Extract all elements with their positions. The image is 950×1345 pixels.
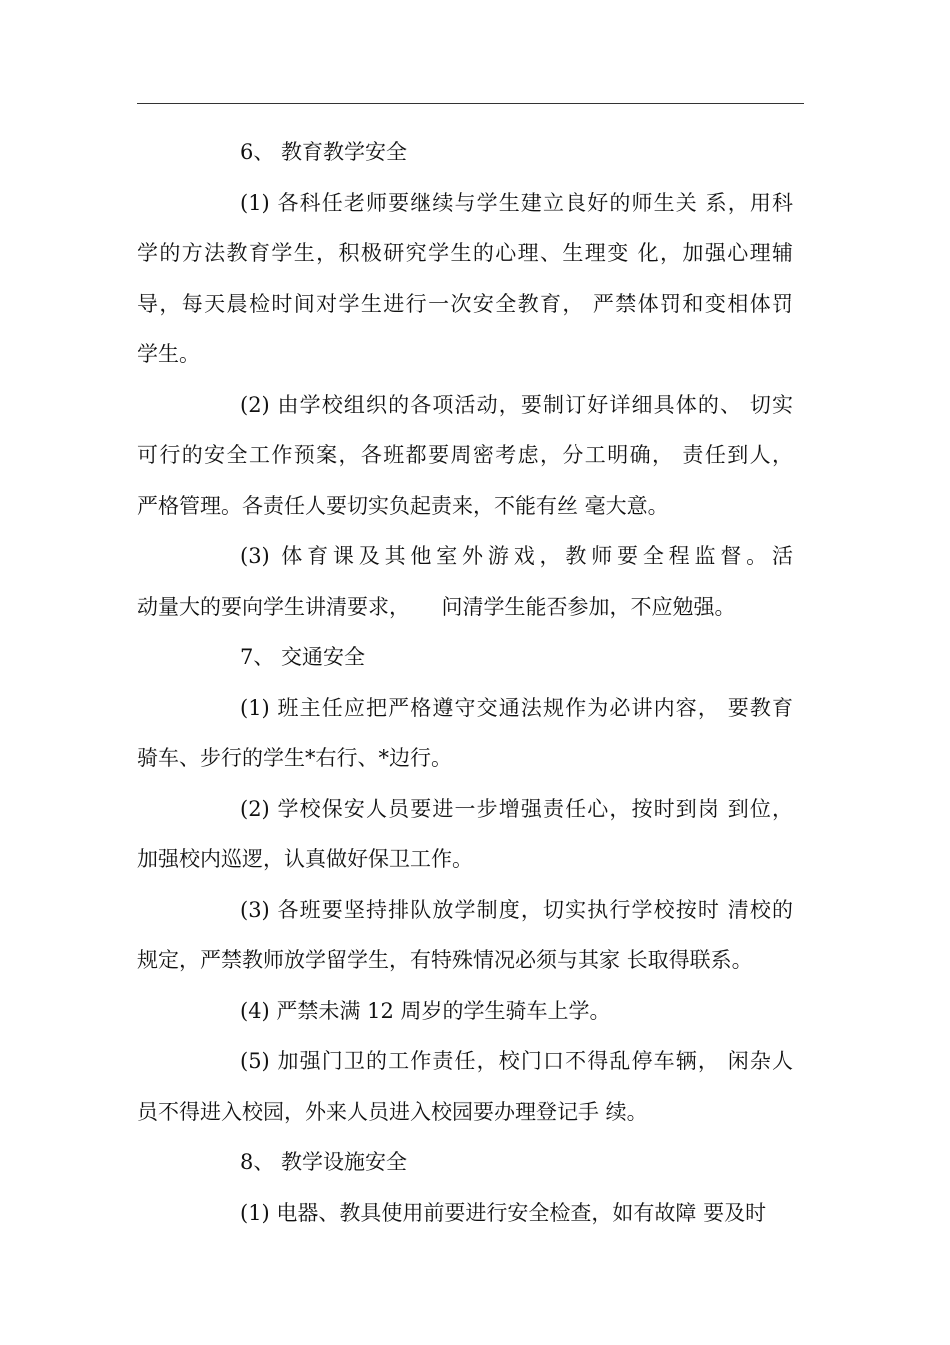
paragraph-first-line: (5) 加强门卫的工作责任，校门口不得乱停车辆， 闲杂人: [240, 1049, 793, 1073]
paragraph-line: 导，每天晨检时间对学生进行一次安全教育， 严禁体罚和变相体罚: [137, 291, 793, 316]
paragraph-first-line: (2) 由学校组织的各项活动，要制订好详细具体的、 切实: [240, 392, 793, 417]
paragraph-first-line: (2) 学校保安人员要进一步增强责任心，按时到岗 到位，: [240, 796, 793, 821]
paragraph-first-line: (3) 各班要坚持排队放学制度，切实执行学校按时 清校的: [240, 897, 793, 922]
paragraph-line: 学的方法教育学生，积极研究学生的心理、生理变 化，加强心理辅: [137, 241, 793, 265]
paragraph-first-line: (1) 各科任老师要继续与学生建立良好的师生关 系，用科: [240, 190, 793, 215]
paragraph-line: 学生。: [137, 342, 200, 366]
section-heading: 6、 教育教学安全: [240, 140, 408, 164]
paragraph-line: 可行的安全工作预案，各班都要周密考虑，分工明确， 责任到人，: [137, 443, 793, 467]
paragraph-line: 骑车、步行的学生*右行、*边行。: [137, 746, 452, 770]
paragraph-first-line: (1) 电器、教具使用前要进行安全检查，如有故障 要及时: [240, 1200, 767, 1225]
paragraph-line: 动量大的要向学生讲清要求， 问清学生能否参加，不应勉强。: [137, 594, 736, 619]
paragraph-line: 规定，严禁教师放学留学生，有特殊情况必须与其家 长取得联系。: [137, 948, 753, 972]
document-body: [137, 127, 793, 1238]
paragraph-first-line: (4) 严禁未满 12 周岁的学生骑车上学。: [240, 998, 611, 1023]
section-heading: 7、 交通安全: [240, 645, 366, 669]
paragraph-first-line: (1) 班主任应把严格遵守交通法规作为必讲内容， 要教育: [240, 695, 793, 720]
section-heading: 8、 教学设施安全: [240, 1150, 408, 1174]
header-rule: [137, 103, 804, 104]
paragraph-line: 员不得进入校园，外来人员进入校园要办理登记手 续。: [137, 1099, 648, 1124]
paragraph-line: 严格管理。各责任人要切实负起责来，不能有丝 毫大意。: [137, 493, 669, 518]
paragraph-line: 加强校内巡逻，认真做好保卫工作。: [137, 847, 473, 871]
paragraph-first-line: (3) 体育课及其他室外游戏，教师要全程监督。活: [240, 544, 793, 568]
